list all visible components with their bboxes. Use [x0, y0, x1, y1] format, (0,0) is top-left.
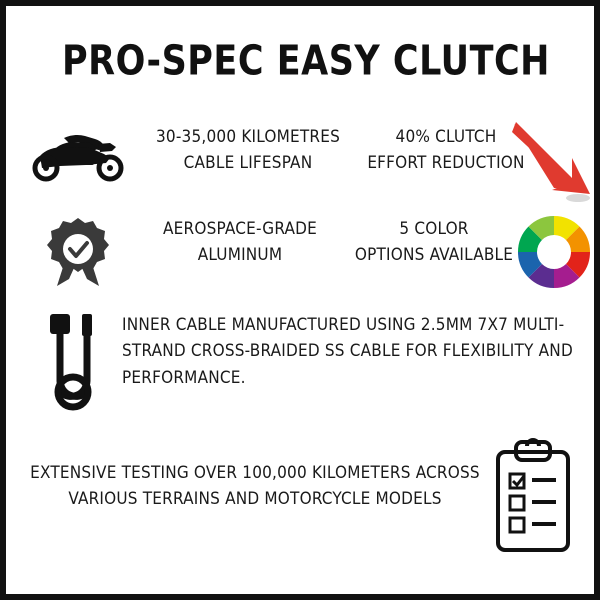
testing-line-2: VARIOUS TERRAINS AND MOTORCYCLE MODELS [68, 489, 442, 510]
cable-line-3: PERFORMANCE. [122, 367, 246, 388]
testing-line-1: EXTENSIVE TESTING OVER 100,000 KILOMETERS ACROSS [30, 463, 480, 483]
feature-2-text [356, 124, 536, 177]
cable-line-2: STRAND CROSS-BRAIDED SS CABLE FOR FLEXIBILITY AND [122, 341, 573, 362]
feature-4-line-2: OPTIONS AVAILABLE [354, 245, 514, 266]
motorcycle-icon [24, 130, 132, 182]
feature-row-2 [12, 208, 600, 294]
poster-body [12, 12, 600, 600]
testing-description [20, 460, 490, 513]
feature-3-line-2: ALUMINUM [197, 245, 283, 266]
feature-1-text [140, 124, 356, 177]
feature-4-text [348, 216, 520, 269]
cable-row [12, 304, 600, 428]
feature-1-line-2: CABLE LIFESPAN [183, 153, 313, 174]
feature-3-text [132, 216, 348, 269]
clipboard-checklist-icon [490, 438, 576, 558]
cable-loop-icon [42, 310, 112, 416]
feature-row-1 [12, 116, 600, 194]
page-title: PRO-SPEC EASY CLUTCH [62, 38, 550, 86]
feature-1-line-1: 30-35,000 KILOMETRES [155, 127, 340, 147]
cable-line-1: INNER CABLE MANUFACTURED USING 2.5MM 7X7 MULTI- [122, 315, 565, 335]
feature-3-line-1: AEROSPACE-GRADE [163, 219, 317, 239]
testing-row [12, 438, 600, 568]
feature-2-line-1: 40% CLUTCH [395, 127, 497, 147]
feature-2-line-2: EFFORT REDUCTION [367, 153, 525, 174]
down-arrow-icon [510, 118, 596, 204]
feature-4-line-1: 5 COLOR [399, 219, 469, 239]
quality-badge-icon [44, 216, 112, 288]
cable-description [122, 312, 592, 391]
color-wheel-icon [514, 212, 594, 292]
